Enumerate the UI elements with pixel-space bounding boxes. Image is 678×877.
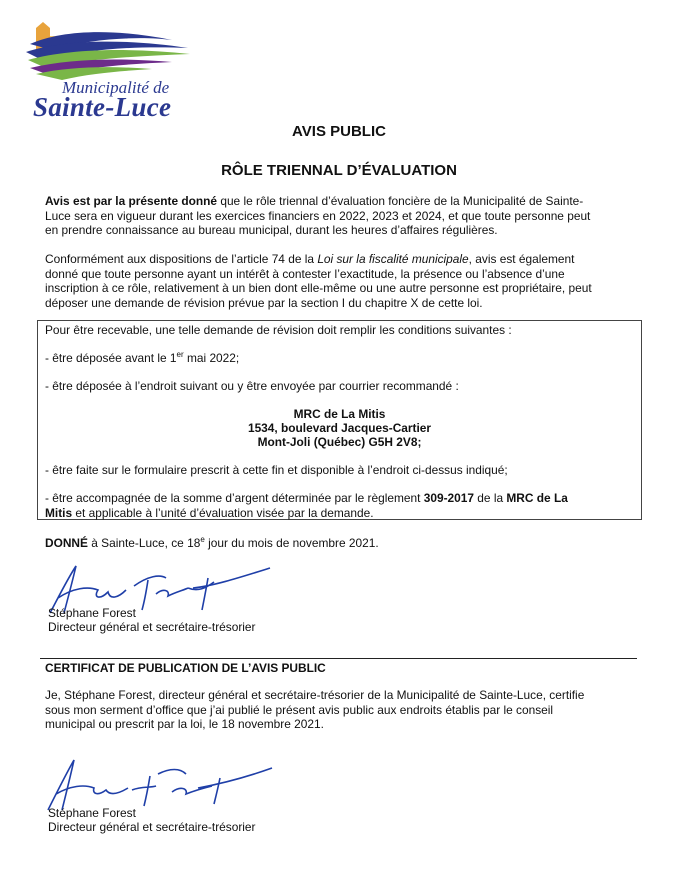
signer-name: Stéphane Forest [48,606,136,620]
given-statement: DONNÉ à Sainte-Luce, ce 18e jour du mois de novembre 2021. [45,535,379,550]
condition-fee: - être accompagnée de la somme d’argent déterminée par le règlement 309-2017 de la MRC de La Mitis et applicable à l’unité d’évaluation visée par la demande. [45,491,568,520]
logo-line2: Sainte-Luce [33,92,172,122]
law-title: Loi sur la fiscalité municipale [317,252,469,266]
paragraph-line: sous mon serment d’office que j’ai publié le présent avis public aux endroits établis par le conseil [45,702,554,717]
condition-deadline: - être déposée avant le 1er mai 2022; [45,350,240,365]
signer-name: Stéphane Forest [48,806,136,820]
bold-lead: Avis est par la présente donné [45,194,218,208]
paragraph-line: Conformément aux dispositions de l’article 74 de la Loi sur la fiscalité municipale, avis est également [45,252,575,266]
paragraph-line: Je, Stéphane Forest, directeur général et secrétaire-trésorier de la Municipalité de Sainte-Luce, certifie [45,688,585,702]
logo-line1: Municipalité de [62,78,170,97]
paragraph-line: Avis est par la présente donné que le rôle triennal d’évaluation foncière de la Municipalité de Sainte- [45,194,584,208]
paragraph-line: municipal ou prescrit par la loi, le 18 novembre 2021. [45,717,324,732]
divider [40,658,637,659]
paragraph-line: Luce sera en vigueur durant les exercices financiers en 2022, 2023 et 2024, et que toute personne peut [45,208,591,223]
signer-title: Directeur général et secrétaire-trésorier [48,620,256,634]
conditions-intro: Pour être recevable, une telle demande de révision doit remplir les conditions suivantes : [45,323,512,337]
condition-form: - être faite sur le formulaire prescrit à cette fin et disponible à l’endroit ci-dessus indiqué; [45,463,508,477]
address-line: MRC de La Mitis [293,407,386,421]
paragraph-line: en prendre connaissance au bureau municipal, durant les heures d’affaires régulières. [45,223,498,238]
notice-paragraph [45,194,635,238]
paragraph-line: déposer une demande de révision prévue par la section I du chapitre X de cette loi. [45,295,483,310]
address-line: 1534, boulevard Jacques-Cartier [247,421,432,435]
signature-icon [38,752,278,812]
paragraph-line: donné que toute personne ayant un intérêt à contester l’exactitude, la présence ou l’absence d’une [45,266,565,281]
address-line: Mont-Joli (Québec) G5H 2V8; [257,435,422,449]
page-subtitle: RÔLE TRIENNAL D’ÉVALUATION [221,162,457,179]
condition-location: - être déposée à l’endroit suivant ou y être envoyée par courrier recommandé : [45,379,459,393]
bylaw-number: 309-2017 [423,491,474,505]
certificate-title: CERTIFICAT DE PUBLICATION DE L’AVIS PUBLIC [45,661,326,675]
signer-title: Directeur général et secrétaire-trésorier [48,820,256,834]
paragraph-line: inscription à ce rôle, relativement à un bien dont elle-même ou une autre personne est propriétaire, peut [45,281,592,296]
page-title: AVIS PUBLIC [292,123,386,140]
certificate-text [45,688,635,732]
law-paragraph [45,252,635,310]
